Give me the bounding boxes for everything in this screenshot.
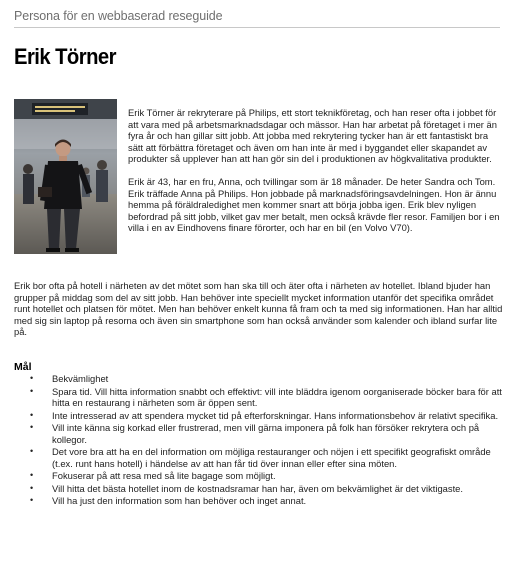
- goals-list: [30, 373, 504, 508]
- goals-heading: Mål: [14, 361, 32, 373]
- bullet-icon: •: [30, 482, 34, 493]
- list-item: [30, 373, 504, 384]
- bullet-icon: •: [30, 470, 34, 481]
- list-item: [30, 470, 504, 481]
- document-header: Persona för en webbaserad reseguide: [14, 9, 223, 23]
- goal-text: Det vore bra att ha en del information om möjliga restauranger och nöjen i ett specifikt geografiskt område (t.ex. runt hans hotell) i händelse av att han får tid över innan eller efter sina möten.: [52, 446, 491, 469]
- goal-text: Inte intresserad av att spendera mycket tid på efterforskningar. Hans informationsbehov är relativt specifika.: [52, 409, 499, 421]
- list-item: [30, 446, 504, 469]
- goal-text: Bekvämlighet: [52, 373, 109, 384]
- goal-text: Vill hitta det bästa hotellet inom de kostnadsramar han har, även om bekvämlighet är det viktigaste.: [52, 482, 463, 494]
- bullet-icon: •: [30, 446, 34, 457]
- header-divider: [14, 27, 500, 28]
- list-item: [30, 386, 504, 409]
- list-item: [30, 495, 504, 506]
- intro-text: [128, 107, 504, 245]
- bullet-icon: •: [30, 495, 34, 506]
- body-paragraph: Erik bor ofta på hotell i närheten av det mötet som han ska till och äter ofta i närheten av hotellet. Ibland bjuder han grupper på middag som del av sitt jobb. Han behöver inte speciellt mycket information utanför det specifika området runt hotellet och platsen för mötet. Men han behöver enkelt kunna få fram och ta med sig informationen. Han har alltid med sig sin laptop på resorna och även sin smartphone som han också använder som kalender och ibland surfar lite på.: [14, 280, 503, 338]
- intro-paragraph-1: Erik Törner är rekryterare på Philips, ett stort teknikföretag, och han reser ofta i jobbet för att vara med på arbetsmarknadsdagar och mässor. Han har arbetat på företaget i mer än fyra år och han gillar sitt jobb. Att jobba med rekrytering tycker han är ett fantastiskt bra sätt att förbättra företaget och även om han inte är med i byggandet eller skapandet av produkter så upplever han att han gör sin del i produktionen av högkvalitativa produkter.: [128, 107, 497, 165]
- persona-photo: [14, 99, 117, 254]
- goal-text: Vill ha just den information som han behöver och inget annat.: [52, 495, 307, 507]
- body-text: [14, 280, 504, 338]
- bullet-icon: •: [30, 385, 34, 396]
- goal-text: Fokuserar på att resa med så lite bagage som möjligt.: [52, 470, 276, 482]
- persona-name: Erik Törner: [14, 44, 116, 69]
- list-item: [30, 410, 504, 421]
- bullet-icon: •: [30, 422, 34, 433]
- bullet-icon: •: [30, 373, 34, 383]
- list-item: [30, 483, 504, 494]
- goal-text: Spara tid. Vill hitta information snabbt och effektivt: vill inte bläddra igenom oorganiserade böcker bara för att hitta en restaurang i närheten som är öppen sent.: [52, 385, 502, 408]
- intro-paragraph-2: Erik är 43, har en fru, Anna, och tvillingar som är 18 månader. De heter Sandra och Tom. Erik träffade Anna på Philips. Hon jobbade på marknadsföringsavdelningen. Hon är ännu hemma på föräldraledighet men kommer snart att börja jobba igen. Erik blev nyligen befordrad på sitt jobb, vilket gav mer betalt, men också krävde fler resor. Familjen bor i en villa i en av Eindhovens finare förorter, och har en bil (en Volvo V70).: [128, 175, 500, 234]
- list-item: [30, 422, 504, 445]
- bullet-icon: •: [30, 409, 34, 420]
- goal-text: Vill inte känna sig korkad eller frustrerad, men vill gärna imponera på folk han försöker rekrytera och på kollegor.: [52, 422, 480, 445]
